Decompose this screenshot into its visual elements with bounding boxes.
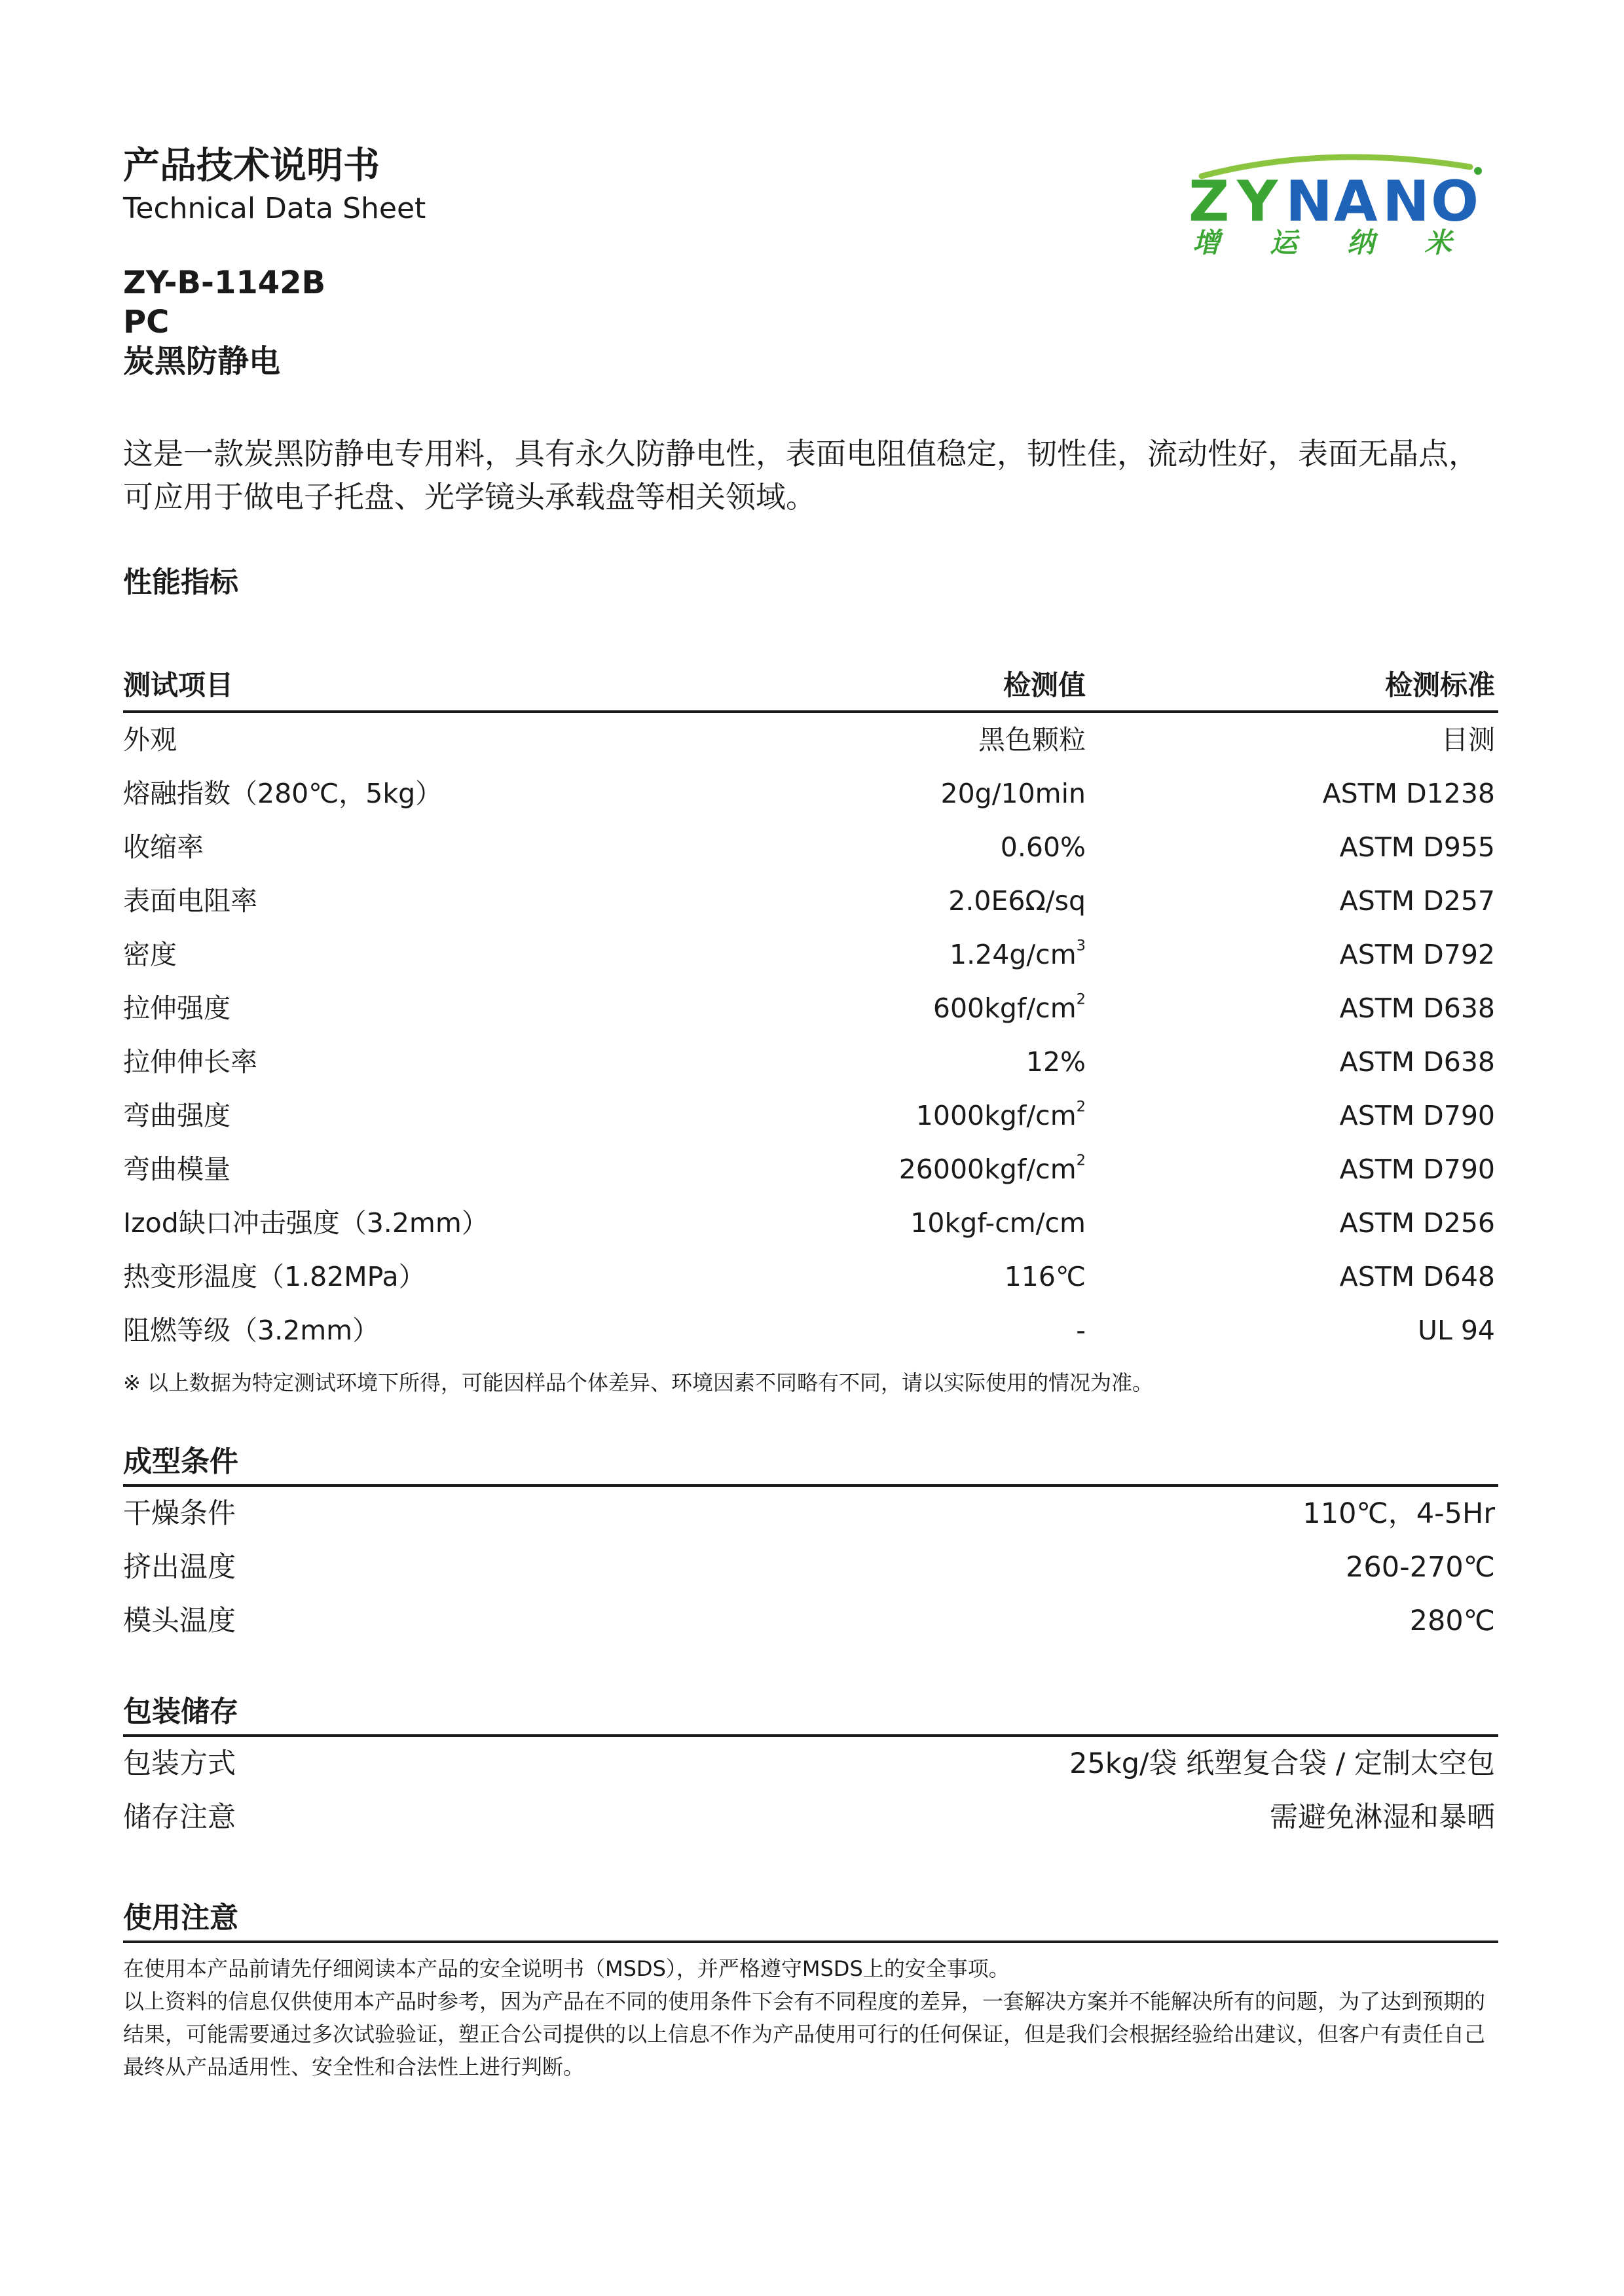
- properties-table-header: [123, 658, 1498, 713]
- property-item: 阻燃等级（3.2mm）: [123, 1315, 380, 1346]
- property-item: 收缩率: [123, 831, 204, 863]
- property-value: [1005, 1259, 1086, 1294]
- unit-exponent: 2: [1076, 1098, 1086, 1116]
- product-type: 炭黑防静电: [123, 343, 281, 380]
- molding-conditions-title: 成型条件: [123, 1445, 238, 1478]
- condition-row: [123, 1791, 1498, 1844]
- condition-value: 260-270℃: [1346, 1551, 1495, 1584]
- unit-exponent: 2: [1076, 1152, 1086, 1169]
- usage-notes-section: [123, 1893, 1498, 2083]
- property-value-text: 0.60%: [1000, 831, 1086, 863]
- header-test-standard: 检测标准: [1384, 669, 1495, 701]
- header-test-value: 检测值: [1003, 669, 1086, 701]
- logo-letter: A: [1334, 169, 1378, 234]
- property-standard: ASTM D790: [1339, 1100, 1495, 1131]
- property-value: [941, 776, 1086, 811]
- property-standard: ASTM D792: [1339, 939, 1495, 970]
- property-row: [123, 928, 1498, 981]
- logo-letter: N: [1285, 169, 1333, 234]
- property-row: [123, 1035, 1498, 1089]
- property-standard: ASTM D257: [1339, 885, 1495, 917]
- zynano-logo: [1162, 147, 1496, 259]
- property-row: [123, 713, 1498, 767]
- condition-value: 25kg/袋 纸塑复合袋 / 定制太空包: [1069, 1747, 1495, 1780]
- property-item: 拉伸伸长率: [123, 1046, 257, 1078]
- property-row: [123, 767, 1498, 820]
- property-value-text: 600kgf/cm: [932, 993, 1077, 1024]
- property-value: [1026, 1044, 1086, 1080]
- property-standard: ASTM D955: [1339, 831, 1495, 863]
- header-test-item: 测试项目: [123, 669, 234, 701]
- property-standard: ASTM D256: [1339, 1207, 1495, 1239]
- packaging-storage-title: 包装储存: [123, 1695, 238, 1728]
- packaging-storage-header: [123, 1687, 1498, 1737]
- usage-notes-text: [123, 1952, 1498, 2083]
- condition-value: 110℃，4-5Hr: [1302, 1497, 1495, 1530]
- property-standard: ASTM D638: [1339, 1046, 1495, 1078]
- properties-table: [123, 658, 1498, 1357]
- property-item: 弯曲强度: [123, 1100, 231, 1131]
- property-standard: ASTM D648: [1339, 1261, 1495, 1292]
- condition-label: 包装方式: [123, 1747, 236, 1780]
- property-standard: ASTM D790: [1339, 1154, 1495, 1185]
- property-standard: 目测: [1441, 724, 1495, 756]
- property-value-text: 10kgf-cm/cm: [910, 1207, 1086, 1239]
- property-item: 密度: [123, 939, 177, 970]
- properties-table-body: [123, 713, 1498, 1357]
- property-value: [978, 722, 1086, 757]
- condition-value: 280℃: [1409, 1605, 1495, 1637]
- property-item: 表面电阻率: [123, 885, 257, 917]
- usage-note-line: 在使用本产品前请先仔细阅读本产品的安全说明书（MSDS），并严格遵守MSDS上的安全事项。: [123, 1956, 1010, 1981]
- condition-label: 挤出温度: [123, 1551, 236, 1584]
- logo-letter: N: [1382, 169, 1430, 234]
- property-item: 弯曲模量: [123, 1154, 231, 1185]
- property-row: [123, 981, 1498, 1035]
- property-value-text: 26000kgf/cm: [898, 1154, 1077, 1185]
- property-value-text: 黑色颗粒: [978, 724, 1086, 756]
- property-value-text: 1000kgf/cm: [915, 1100, 1077, 1131]
- packaging-storage-section: [123, 1687, 1498, 1844]
- condition-label: 干燥条件: [123, 1497, 236, 1530]
- property-value-text: 20g/10min: [940, 778, 1086, 809]
- condition-row: [123, 1540, 1498, 1594]
- property-item: 外观: [123, 724, 177, 756]
- property-value: [1001, 829, 1086, 865]
- property-value: [1076, 1313, 1086, 1348]
- logo-letter: Z: [1189, 169, 1230, 234]
- document-title: 产品技术说明书: [123, 145, 380, 187]
- molding-conditions-section: [123, 1437, 1498, 1648]
- logo-chinese-char: 运: [1270, 227, 1298, 259]
- property-row: [123, 1089, 1498, 1142]
- property-row: [123, 820, 1498, 874]
- property-value-text: 2.0E6Ω/sq: [948, 885, 1086, 917]
- property-value: [916, 1098, 1086, 1133]
- logo-letter: Y: [1237, 169, 1278, 234]
- property-standard: ASTM D638: [1339, 993, 1495, 1024]
- property-value: [948, 883, 1086, 919]
- property-row: [123, 1303, 1498, 1357]
- condition-row: [123, 1594, 1498, 1648]
- packaging-storage-body: [123, 1737, 1498, 1844]
- property-item: Izod缺口冲击强度（3.2mm）: [123, 1207, 489, 1239]
- logo-wordmark: [1189, 169, 1479, 234]
- property-value-text: 116℃: [1004, 1261, 1086, 1292]
- condition-value: 需避免淋湿和暴晒: [1270, 1801, 1495, 1834]
- property-row: [123, 1142, 1498, 1196]
- property-value: [933, 991, 1086, 1026]
- condition-row: [123, 1487, 1498, 1540]
- molding-conditions-body: [123, 1487, 1498, 1648]
- condition-label: 模头温度: [123, 1605, 236, 1637]
- property-row: [123, 1196, 1498, 1250]
- product-code: ZY-B-1142B: [123, 264, 326, 301]
- product-description: 这是一款炭黑防静电专用料，具有永久防静电性，表面电阻值稳定，韧性佳，流动性好，表面无晶点，可应用于做电子托盘、光学镜头承载盘等相关领域。: [123, 436, 1479, 515]
- document-subtitle: Technical Data Sheet: [123, 192, 426, 225]
- property-item: 拉伸强度: [123, 993, 231, 1024]
- molding-conditions-header: [123, 1437, 1498, 1487]
- usage-note-line: 以上资料的信息仅供使用本产品时参考，因为产品在不同的使用条件下会有不同程度的差异，一套解决方案并不能解决所有的问题，为了达到预期的结果，可能需要通过多次试验验证，塑正合公司提供的以上信息不作为产品使用可行的任何保证，但是我们会根据经验给出建议，但客户有责任自己最终从产品适用性、安全性和合法性上进行判断。: [123, 1989, 1486, 2079]
- logo-letter: O: [1431, 169, 1479, 234]
- property-row: [123, 1250, 1498, 1303]
- data-disclaimer-note: ※ 以上数据为特定测试环境下所得，可能因样品个体差异、环境因素不同略有不同，请以实际使用的情况为准。: [123, 1370, 1153, 1395]
- property-value-text: 12%: [1025, 1046, 1086, 1078]
- property-item: 热变形温度（1.82MPa）: [123, 1261, 426, 1292]
- condition-row: [123, 1737, 1498, 1791]
- product-resin: PC: [123, 304, 170, 340]
- property-value: [950, 937, 1086, 972]
- property-item: 熔融指数（280℃，5kg）: [123, 778, 443, 809]
- logo-chinese-char: 纳: [1347, 227, 1375, 259]
- condition-label: 储存注意: [123, 1801, 236, 1834]
- property-value: [899, 1152, 1086, 1187]
- properties-section-title: 性能指标: [123, 566, 238, 599]
- property-standard: UL 94: [1417, 1315, 1495, 1346]
- property-value-text: 1.24g/cm: [950, 939, 1077, 970]
- unit-exponent: 2: [1076, 991, 1086, 1008]
- usage-notes-title: 使用注意: [123, 1901, 238, 1935]
- property-value-text: -: [1076, 1315, 1086, 1346]
- usage-notes-header: [123, 1893, 1498, 1943]
- product-info: [123, 263, 325, 381]
- property-value: [910, 1205, 1086, 1241]
- logo-chinese-char: 增: [1192, 227, 1221, 259]
- unit-exponent: 3: [1076, 937, 1086, 955]
- property-row: [123, 874, 1498, 928]
- logo-chinese-char: 米: [1424, 227, 1452, 259]
- property-standard: ASTM D1238: [1322, 778, 1495, 809]
